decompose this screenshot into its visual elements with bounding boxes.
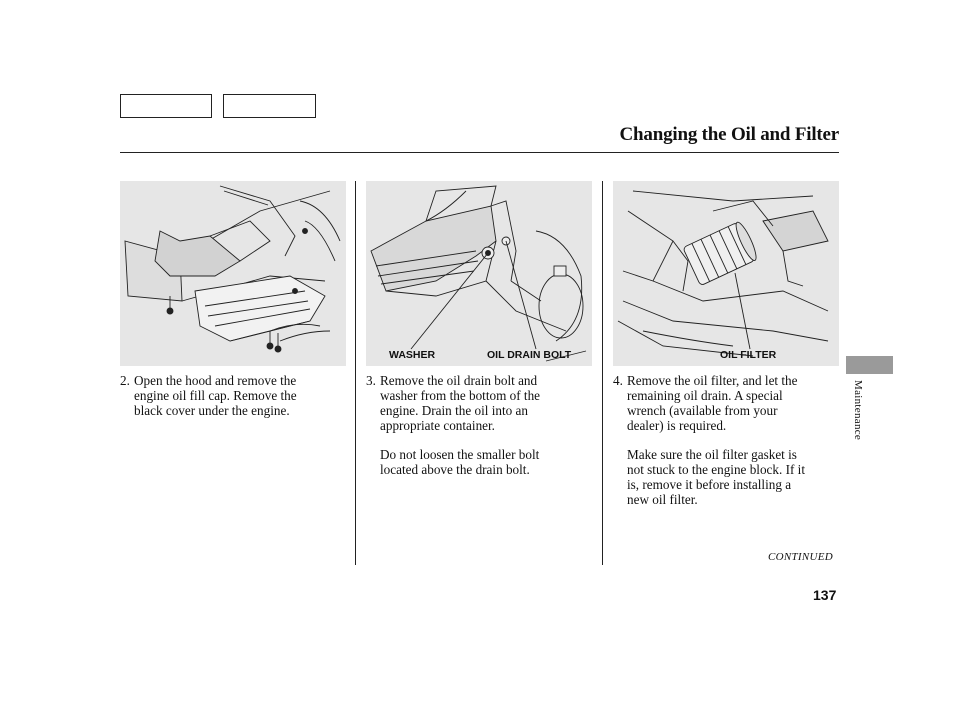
- step-line: Remove the oil drain bolt and: [380, 373, 538, 388]
- step-2: [120, 373, 350, 418]
- step-line: Remove the oil filter, and let the: [627, 373, 798, 388]
- figure-oil-drain: [366, 181, 592, 366]
- step-line: washer from the bottom of the: [380, 388, 541, 403]
- step-line: dealer) is required.: [627, 418, 727, 433]
- step-line: engine. Drain the oil into an: [380, 403, 528, 418]
- step-3-note: [380, 447, 596, 477]
- note-line: not stuck to the engine block. If it: [627, 462, 805, 477]
- note-line: is, remove it before installing a: [627, 477, 792, 492]
- note-line: Do not loosen the smaller bolt: [380, 447, 540, 462]
- note-line: located above the drain bolt.: [380, 462, 530, 477]
- note-line: new oil filter.: [627, 492, 698, 507]
- nav-button-next[interactable]: [223, 94, 316, 118]
- note-line: Make sure the oil filter gasket is: [627, 447, 797, 462]
- step-4: [613, 373, 843, 433]
- step-number: 3.: [366, 373, 376, 388]
- step-4-note: [627, 447, 843, 507]
- step-number: 2.: [120, 373, 130, 388]
- section-tab-label: Maintenance: [852, 380, 864, 441]
- page-title: Changing the Oil and Filter: [619, 124, 839, 145]
- figure-engine-cover: [120, 181, 346, 366]
- step-line: Open the hood and remove the: [134, 373, 297, 388]
- callout-washer: WASHER: [389, 349, 436, 361]
- title-rule: [120, 152, 839, 153]
- step-3: [366, 373, 596, 433]
- step-line: black cover under the engine.: [134, 403, 290, 418]
- figure-oil-filter: [613, 181, 839, 366]
- page-number: 137: [813, 587, 837, 603]
- step-number: 4.: [613, 373, 623, 388]
- section-tab[interactable]: [846, 356, 893, 374]
- step-line: wrench (available from your: [627, 403, 778, 418]
- step-line: engine oil fill cap. Remove the: [134, 388, 297, 403]
- callout-oil-drain-bolt: OIL DRAIN BOLT: [487, 349, 572, 361]
- callout-oil-filter: OIL FILTER: [720, 349, 777, 361]
- column-divider-1: [355, 181, 356, 565]
- step-line: remaining oil drain. A special: [627, 388, 783, 403]
- column-divider-2: [602, 181, 603, 565]
- nav-button-prev[interactable]: [120, 94, 212, 118]
- step-line: appropriate container.: [380, 418, 495, 433]
- continued-label: CONTINUED: [768, 551, 834, 563]
